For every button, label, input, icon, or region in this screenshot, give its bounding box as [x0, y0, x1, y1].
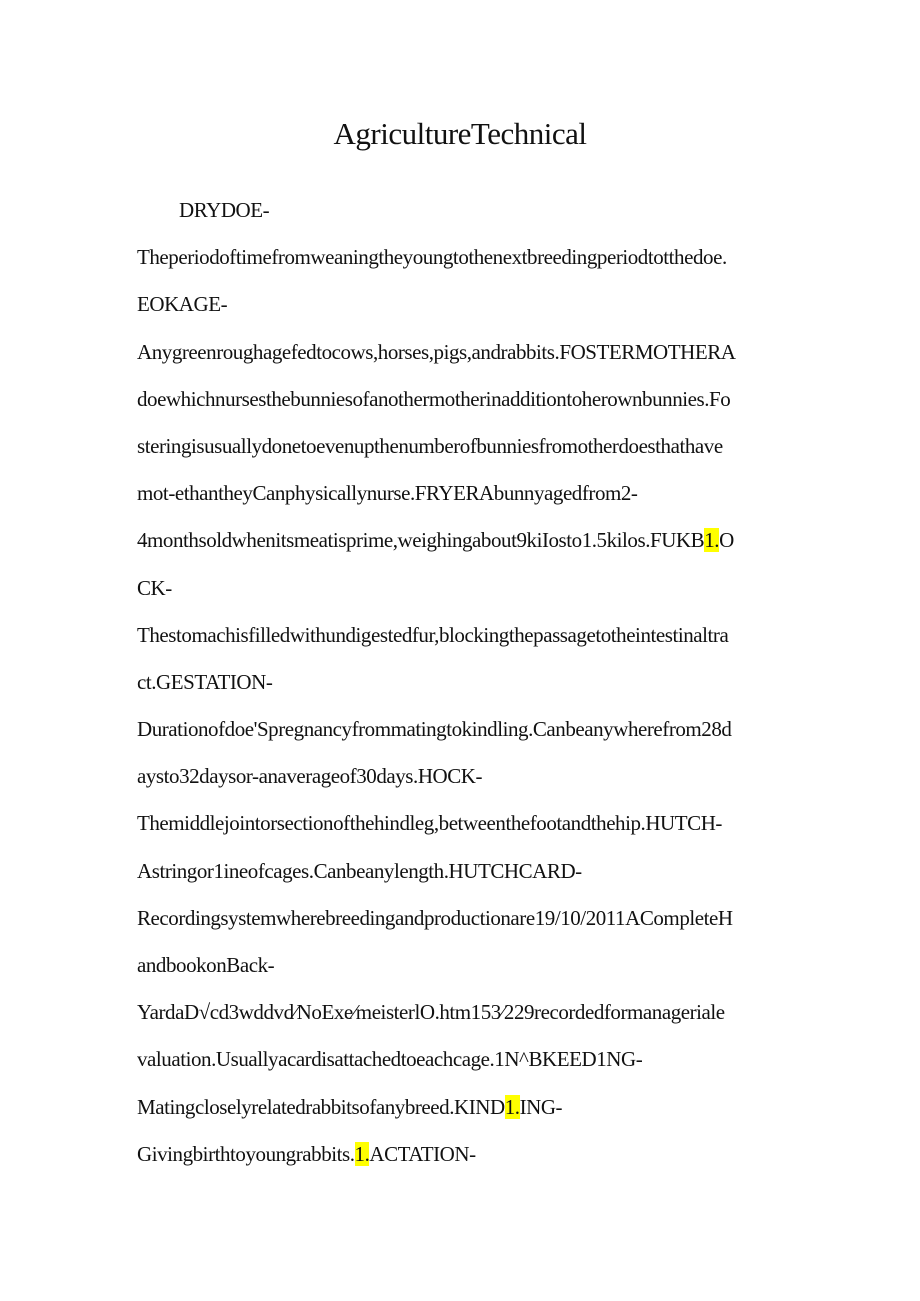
text-line: Astringor1ineofcages.Canbeanylength.HUTCHCARD-: [137, 858, 582, 883]
text-segment: Matingcloselyrelatedrabbitsofanybreed.KIND: [137, 1094, 505, 1119]
text-line: YardaD√cd3wddvd⁄NoExe⁄meisterlO.htm153⁄229recordedformanageriale: [137, 1000, 725, 1025]
text-line: Themiddlejointorsectionofthehindleg,betweenthefootandthehip.HUTCH-: [137, 811, 722, 836]
text-line: Theperiodoftimefromweaningtheyoungtothenextbreedingperiodtotthedoe.: [137, 245, 727, 270]
text-line: mot-ethantheyCanphysicallynurse.FRYERAbunnyagedfrom2-: [137, 481, 638, 506]
text-line: Recordingsystemwherebreedingandproductionare19/10/2011ACompleteH: [137, 905, 733, 930]
text-line: Thestomachisfilledwithundigestedfur,blockingthepassagetotheintestinaltra: [137, 622, 729, 647]
text-segment: 4monthsoldwhenitsmeatisprime,weighingabout9kiIosto1.5kilos.FUKB: [137, 528, 705, 553]
text-line: doewhichnursesthebunniesofanothermotherinadditiontoherownbunnies.Fo: [137, 386, 731, 411]
text-line: steringisusuallydonetoevenupthenumberofbunniesfromotherdoesthathave: [137, 433, 723, 458]
text-line: [137, 1131, 789, 1178]
text-line: Anygreenroughagefedtocows,horses,pigs,andrabbits.FOSTERMOTHERA: [137, 339, 736, 364]
highlighted-text: 1.: [504, 1094, 520, 1119]
text-line: ct.GESTATION-: [137, 669, 273, 694]
text-line: EOKAGE-: [137, 292, 228, 317]
text-segment: ING-: [519, 1094, 563, 1119]
text-segment: Givingbirthtoyoungrabbits.: [137, 1141, 355, 1166]
text-line: [137, 517, 789, 564]
text-line: andbookonBack-: [137, 953, 275, 977]
text-line: valuation.Usuallyacardisattachedtoeachcage.1N^BKEED1NG-: [137, 1047, 643, 1072]
text-segment: O: [719, 528, 734, 553]
highlighted-text: 1.: [354, 1141, 370, 1166]
document-body: [137, 187, 789, 1178]
text-segment: ACTATION-: [369, 1141, 476, 1166]
text-line: DRYDOE-: [179, 198, 270, 222]
text-line: [137, 1084, 789, 1131]
text-line: CK-: [137, 575, 172, 600]
text-line: Durationofdoe'Spregnancyfrommatingtokindling.Canbeanywherefrom28d: [137, 717, 732, 742]
document-title: AgricultureTechnical: [333, 116, 587, 151]
highlighted-text: 1.: [704, 528, 720, 553]
text-line: aysto32daysor-anaverageof30days.HOCK-: [137, 764, 483, 789]
